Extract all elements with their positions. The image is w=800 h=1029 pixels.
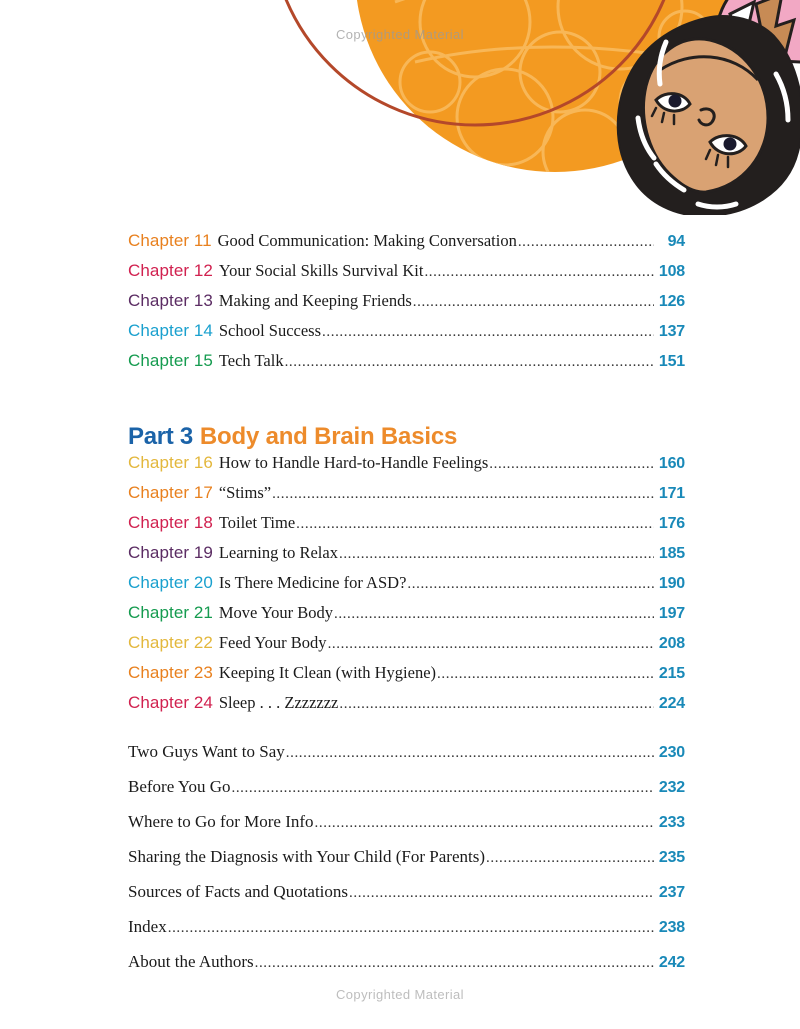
toc-row[interactable] (128, 321, 685, 351)
toc-row[interactable] (128, 513, 685, 543)
toc-row[interactable] (128, 693, 685, 723)
entry-title: Sleep . . . Zzzzzzz (218, 693, 339, 712)
chapter-number: 13 (189, 291, 213, 310)
dot-leader (255, 955, 654, 972)
chapter-number: 12 (189, 261, 213, 280)
toc-row[interactable] (128, 663, 685, 693)
chapter-number: 20 (189, 573, 213, 592)
entry-title: Making and Keeping Friends (218, 291, 412, 310)
entry-title: Sources of Facts and Quotations (128, 882, 349, 901)
chapter-number: 14 (189, 321, 213, 340)
toc-row[interactable] (128, 847, 685, 882)
toc-row[interactable] (128, 777, 685, 812)
toc-row[interactable] (128, 952, 685, 987)
toc-row[interactable] (128, 882, 685, 917)
dot-leader (168, 920, 654, 937)
entry-title: Before You Go (128, 777, 231, 796)
page-number[interactable]: 151 (658, 353, 685, 370)
entry-title: Your Social Skills Survival Kit (218, 261, 424, 280)
page-number[interactable]: 232 (658, 779, 685, 796)
back-matter-list (128, 742, 685, 987)
dot-leader (322, 324, 654, 341)
page-number[interactable]: 108 (658, 263, 685, 280)
chapter-number: 17 (189, 483, 213, 502)
dot-leader (489, 456, 654, 473)
toc-row[interactable] (128, 453, 685, 483)
page-number[interactable]: 238 (658, 919, 685, 936)
entry-title: About the Authors (128, 952, 254, 971)
chapter-number: 23 (189, 663, 213, 682)
chapter-label: Chapter (128, 231, 190, 250)
entry-title: Keeping It Clean (with Hygiene) (218, 663, 437, 682)
dot-leader (334, 606, 654, 623)
dot-leader (349, 885, 654, 902)
dot-leader (486, 850, 654, 867)
chapter-label: Chapter (128, 693, 190, 712)
dot-leader (296, 516, 654, 533)
watermark-top: Copyrighted Material (336, 27, 464, 42)
part-heading (128, 381, 685, 453)
entry-title: Is There Medicine for ASD? (218, 573, 407, 592)
chapter-number: 21 (189, 603, 213, 622)
page-number[interactable]: 160 (658, 455, 685, 472)
chapter-number: 16 (189, 453, 213, 472)
toc-row[interactable] (128, 573, 685, 603)
entry-title: “Stims” (218, 483, 272, 502)
entry-title: Feed Your Body (218, 633, 327, 652)
part-label: Part 3 (128, 423, 193, 450)
dot-leader (339, 696, 654, 713)
entry-title: Where to Go for More Info (128, 812, 314, 831)
entry-title: Tech Talk (218, 351, 284, 370)
chapter-label: Chapter (128, 513, 190, 532)
dot-leader (285, 354, 654, 371)
chapter-number: 11 (189, 231, 212, 250)
table-of-contents (128, 231, 685, 723)
toc-row[interactable] (128, 742, 685, 777)
chapter-label: Chapter (128, 603, 190, 622)
toc-row[interactable] (128, 351, 685, 381)
entry-title: Index (128, 917, 167, 936)
page-number[interactable]: 215 (658, 665, 685, 682)
chapter-label: Chapter (128, 573, 190, 592)
toc-row[interactable] (128, 261, 685, 291)
dot-leader (407, 576, 654, 593)
dot-leader (339, 546, 654, 563)
page-number[interactable]: 176 (658, 515, 685, 532)
chapter-label: Chapter (128, 321, 190, 340)
dot-leader (518, 234, 654, 251)
page-number[interactable]: 235 (658, 849, 685, 866)
chapter-label: Chapter (128, 453, 190, 472)
watermark-bottom: Copyrighted Material (336, 987, 464, 1002)
page-number[interactable]: 197 (658, 605, 685, 622)
chapter-label: Chapter (128, 261, 190, 280)
toc-row[interactable] (128, 603, 685, 633)
toc-row[interactable] (128, 543, 685, 573)
dot-leader (231, 780, 654, 797)
dot-leader (272, 486, 654, 503)
chapter-label: Chapter (128, 543, 190, 562)
chapter-number: 19 (189, 543, 213, 562)
dot-leader (413, 294, 654, 311)
chapter-number: 22 (189, 633, 213, 652)
chapter-label: Chapter (128, 663, 190, 682)
dot-leader (437, 666, 654, 683)
toc-row[interactable] (128, 812, 685, 847)
page-number[interactable]: 242 (658, 954, 685, 971)
chapter-number: 18 (189, 513, 213, 532)
toc-row[interactable] (128, 291, 685, 321)
chapter-label: Chapter (128, 351, 190, 370)
upside-down-girl-face (598, 14, 800, 215)
chapter-label: Chapter (128, 633, 190, 652)
entry-title: Toilet Time (218, 513, 296, 532)
entry-title: Learning to Relax (218, 543, 338, 562)
entry-title: School Success (218, 321, 322, 340)
entry-title: How to Handle Hard-to-Handle Feelings (218, 453, 489, 472)
toc-row[interactable] (128, 231, 685, 261)
entry-title: Sharing the Diagnosis with Your Child (For Parents) (128, 847, 485, 866)
page-number[interactable]: 230 (658, 744, 685, 761)
chapter-label: Chapter (128, 291, 190, 310)
page-number[interactable]: 224 (658, 695, 685, 712)
toc-row[interactable] (128, 633, 685, 663)
page-number[interactable]: 233 (658, 814, 685, 831)
dot-leader (315, 815, 654, 832)
part-title: Body and Brain Basics (199, 423, 458, 450)
page-number[interactable]: 94 (667, 233, 685, 250)
page-number[interactable]: 208 (658, 635, 685, 652)
page-number[interactable]: 237 (658, 884, 685, 901)
entry-title: Good Communication: Making Conversation (217, 231, 517, 250)
chapter-number: 15 (189, 351, 213, 370)
dot-leader (328, 636, 654, 653)
toc-row[interactable] (128, 917, 685, 952)
page-number[interactable]: 137 (658, 323, 685, 340)
toc-row[interactable] (128, 483, 685, 513)
dot-leader (286, 745, 654, 762)
dot-leader (424, 264, 654, 281)
page-number[interactable]: 171 (658, 485, 685, 502)
chapter-label: Chapter (128, 483, 190, 502)
page-number[interactable]: 126 (658, 293, 685, 310)
page-number[interactable]: 185 (658, 545, 685, 562)
entry-title: Two Guys Want to Say (128, 742, 285, 761)
entry-title: Move Your Body (218, 603, 333, 622)
page-number[interactable]: 190 (658, 575, 685, 592)
chapter-number: 24 (189, 693, 213, 712)
